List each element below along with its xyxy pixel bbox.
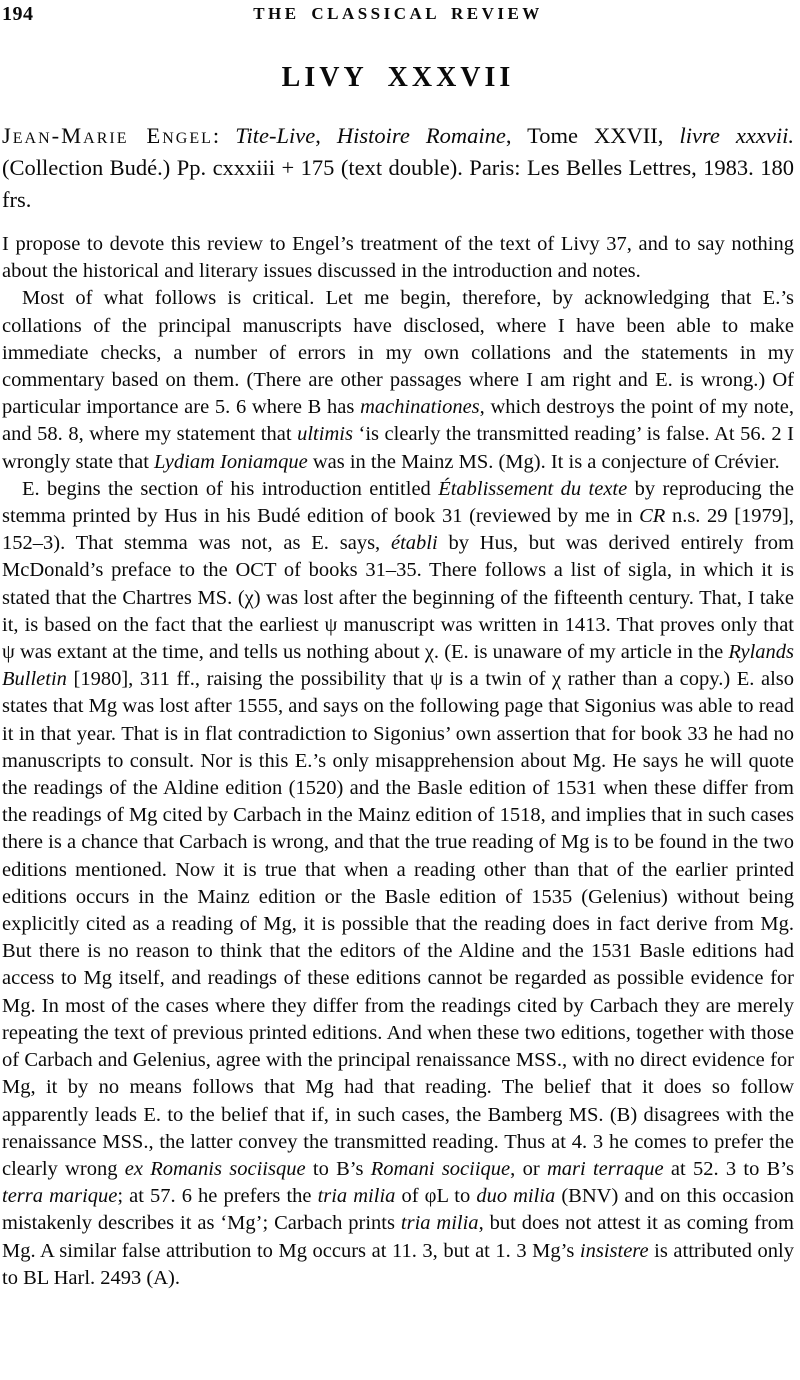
paragraph xyxy=(2,476,794,1292)
italic-text: Rylands Bulletin xyxy=(2,641,794,691)
text-run: , xyxy=(315,123,337,148)
text-run: , or xyxy=(510,1157,547,1180)
italic-text: Histoire Romaine xyxy=(336,123,506,148)
text-run: to B’s xyxy=(305,1157,371,1180)
text-run: , but does not attest it as coming from Mg. A similar false attribution to Mg occurs at 11. 3, but at 1. 3 Mg’s xyxy=(2,1212,794,1262)
text-run: by reproducing the stemma printed by Hus in his Budé edition of book 31 (reviewed by me in xyxy=(2,477,795,528)
text-run: ‘is clearly the transmitted reading’ is false. At 56. 2 I wrongly state that xyxy=(2,423,794,473)
text-run: Most of what follows is critical. Let me begin, therefore, by acknowledging that E.’s collations of the principal manuscripts have disclosed, where I have been able to make immediate checks, a number of errors in my own collations and the statements in my commentary based on them. (There are other passages where I am right and E. is wrong.) Of particular importance are 5. 6 where B has xyxy=(2,287,794,419)
text-run: at 52. 3 to B’s xyxy=(663,1157,795,1180)
book-citation xyxy=(2,120,794,216)
italic-text: Établissement du texte xyxy=(438,477,628,500)
italic-text: duo milia xyxy=(476,1185,556,1208)
text-run: is attributed only to BL Harl. 2493 (A). xyxy=(2,1239,794,1289)
text-run: I propose to devote this review to Engel’s treatment of the text of Livy 37, and to say nothing about the historical and literary issues discussed in the introduction and notes. xyxy=(2,233,794,283)
review-body xyxy=(2,231,794,1292)
italic-text: Tite-Live xyxy=(235,123,316,148)
text-run: of φL to xyxy=(395,1185,477,1208)
article-title: LIVY XXXVII xyxy=(281,62,515,93)
text-run: ; at 57. 6 he prefers the xyxy=(117,1185,318,1208)
smallcaps-text: Jean-Marie Engel xyxy=(2,123,213,148)
paragraph xyxy=(2,285,794,475)
text-run: n.s. 29 [1979], 152–3). That stemma was not, as E. says, xyxy=(2,505,794,555)
italic-text: mari terraque xyxy=(546,1157,664,1180)
journal-running-head: THE CLASSICAL REVIEW xyxy=(253,4,543,23)
italic-text: CR xyxy=(639,505,666,528)
italic-text: tria milia xyxy=(400,1212,479,1235)
italic-text: Lydiam Ioniamque xyxy=(154,450,308,473)
italic-text: ultimis xyxy=(297,423,353,446)
italic-text: machinationes xyxy=(360,396,480,419)
text-run: , Tome XXVII, xyxy=(505,123,680,148)
text-run: E. begins the section of his introduction entitled xyxy=(22,477,439,500)
italic-text: Romani sociique xyxy=(370,1157,511,1180)
text-run: [1980], 311 ff., raising the possibility that ψ is a twin of χ rather than a copy.) E. also states that Mg was lost after 1555, and says on the following page that Sigonius was able to read it in that year. That is in flat contradiction to Sigonius’ own assertion that for book 33 he had no manuscripts to consult. Nor is this E.’s only misapprehension about Mg. He says he will quote the readings of the Aldine edition (1520) and the Basle edition of 1531 when these differ from the readings of Mg cited by Carbach in the Mainz edition of 1518, and implies that in such cases there is a chance that Carbach is wrong, and that the true reading of Mg is to be found in the two editions mentioned. Now it is true that when a reading other than that of the earlier printed editions occurs in the Mainz edition or the Basle edition of 1535 (Gelenius) without being explicitly cited as a reading of Mg, it is possible that the reading does in fact derive from Mg. But there is no reason to think that the editors of the Aldine and the 1531 Basle editions had access to Mg itself, and readings of these editions cannot be regarded as possible evidence for Mg. In most of the cases where they differ from the readings cited by Carbach they are merely repeating the text of previous printed editions. And when these two editions, together with those of Carbach and Gelenius, agree with the principal renaissance MSS., with no direct evidence for Mg, it by no means follows that Mg had that reading. The belief that it does so follow apparently leads E. to the belief that if, in such cases, the Bamberg MS. (B) disagrees with the renaissance MSS., the latter convey the transmitted reading. Thus at 4. 3 he comes to prefer the clearly wrong xyxy=(2,668,794,1180)
text-run: , which destroys the point of my note, and 58. 8, where my statement that xyxy=(2,396,794,446)
italic-text: tria milia xyxy=(317,1185,396,1208)
text-run: (BNV) and on this occasion mistakenly describes it as ‘Mg’; Carbach prints xyxy=(2,1185,795,1235)
italic-text: terra marique xyxy=(2,1185,118,1208)
italic-text: insistere xyxy=(579,1239,649,1262)
running-header xyxy=(2,3,794,27)
italic-text: livre xxxvii. xyxy=(679,123,794,148)
text-run: by Hus, but was derived entirely from McDonald’s preface to the OCT of books 31–35. There follows a list of sigla, in which it is stated that the Chartres MS. (χ) was lost after the beginning of the fifteenth century. That, I take it, is based on the fact that the earliest ψ manuscript was written in 1413. That proves only that ψ was extant at the time, and tells us nothing about χ. (E. is unaware of my article in the xyxy=(2,532,794,664)
text-run: (Collection Budé.) Pp. cxxxiii + 175 (text double). Paris: Les Belles Lettres, 1983. 180 frs. xyxy=(2,155,794,212)
italic-text: établi xyxy=(390,532,438,555)
paragraph xyxy=(2,231,794,285)
page-number: 194 xyxy=(2,3,34,25)
italic-text: ex Romanis sociisque xyxy=(124,1157,306,1180)
text-run: : xyxy=(212,123,236,148)
text-run: was in the Mainz MS. (Mg). It is a conjecture of Crévier. xyxy=(307,450,780,473)
